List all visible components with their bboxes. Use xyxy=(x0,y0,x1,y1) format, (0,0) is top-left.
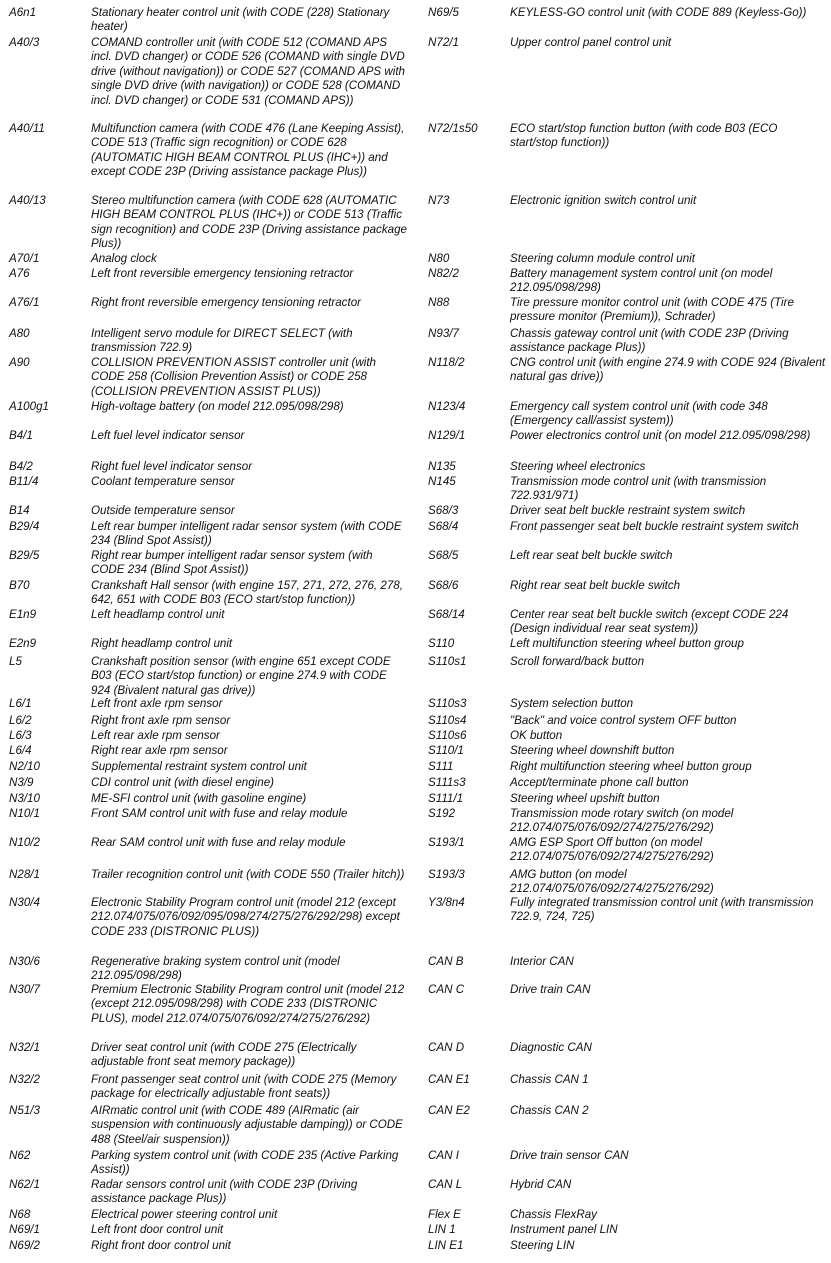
component-code: A40/13 xyxy=(9,194,46,207)
component-code: N62 xyxy=(9,1149,31,1162)
component-code: N3/9 xyxy=(9,776,34,789)
component-description: System selection button xyxy=(510,697,634,710)
component-code: A80 xyxy=(9,327,30,340)
component-description: CNG control unit (with engine 274.9 with CODE 924 (Bivalent natural gas drive)) xyxy=(510,356,826,384)
component-description: Steering wheel upshift button xyxy=(510,792,660,805)
component-code: E2n9 xyxy=(9,637,37,650)
component-code: N30/6 xyxy=(9,955,40,968)
component-description: Battery management system control unit (on model 212.095/098/298) xyxy=(510,267,773,295)
component-code: S110s6 xyxy=(428,729,467,742)
component-code: N73 xyxy=(428,194,450,207)
component-code: CAN L xyxy=(428,1178,463,1191)
component-code: N69/2 xyxy=(9,1239,40,1252)
component-code: A40/11 xyxy=(9,122,45,135)
component-code: N93/7 xyxy=(428,327,459,340)
component-code: N28/1 xyxy=(9,868,40,881)
component-description: Emergency call system control unit (with code 348 (Emergency call/assist system)) xyxy=(510,400,768,428)
component-description: Steering wheel electronics xyxy=(510,460,646,473)
component-code: L6/2 xyxy=(9,714,32,727)
component-code: S110s1 xyxy=(428,655,467,668)
component-description: Right rear bumper intelligent radar sensor system (with CODE 234 (Blind Spot Assist)) xyxy=(91,549,373,577)
component-description: Steering column module control unit xyxy=(510,252,695,265)
component-code: N69/1 xyxy=(9,1223,40,1236)
component-description: Right front reversible emergency tensioning retractor xyxy=(91,296,362,309)
component-description: Rear SAM control unit with fuse and relay module xyxy=(91,836,346,849)
component-code: N30/7 xyxy=(9,983,40,996)
component-description: Front passenger seat control unit (with CODE 275 (Memory package for electrically adjustable front seats)) xyxy=(91,1073,397,1101)
component-description: Electrical power steering control unit xyxy=(91,1208,278,1221)
component-description: AMG button (on model 212.074/075/076/092/274/275/276/292) xyxy=(510,868,714,896)
component-description: Front passenger seat belt buckle restraint system switch xyxy=(510,520,799,533)
component-code: CAN D xyxy=(428,1041,465,1054)
component-description: KEYLESS-GO control unit (with CODE 889 (Keyless-Go)) xyxy=(510,6,807,19)
component-description: Intelligent servo module for DIRECT SELECT (with transmission 722.9) xyxy=(91,327,353,355)
component-description: Chassis gateway control unit (with CODE 23P (Driving assistance package Plus)) xyxy=(510,327,789,355)
component-description: Stationary heater control unit (with CODE (228) Stationary heater) xyxy=(91,6,390,34)
component-description: COLLISION PREVENTION ASSIST controller unit (with CODE 258 (Collision Prevention Assist) or CODE 258 (COLLISION PREVENTION ASSIST PLUS)) xyxy=(91,356,376,398)
component-code: S68/4 xyxy=(428,520,459,533)
component-description: Power electronics control unit (on model 212.095/098/298) xyxy=(510,429,811,442)
component-code: N32/1 xyxy=(9,1041,40,1054)
component-code: A6n1 xyxy=(9,6,37,19)
component-description: Instrument panel LIN xyxy=(510,1223,618,1236)
component-code: A76 xyxy=(9,267,30,280)
component-code: N118/2 xyxy=(428,356,465,369)
component-code: A90 xyxy=(9,356,30,369)
component-description: Left fuel level indicator sensor xyxy=(91,429,245,442)
component-code: LIN E1 xyxy=(428,1239,464,1252)
component-code: CAN E2 xyxy=(428,1104,470,1117)
component-description: Transmission mode rotary switch (on model 212.074/075/076/092/274/275/276/292) xyxy=(510,807,734,835)
component-code: S68/14 xyxy=(428,608,465,621)
component-description: Right multifunction steering wheel button group xyxy=(510,760,752,773)
component-code: B14 xyxy=(9,504,30,517)
component-code: B29/5 xyxy=(9,549,40,562)
component-description: Left rear bumper intelligent radar sensor system (with CODE 234 (Blind Spot Assist)) xyxy=(91,520,402,548)
component-code: L5 xyxy=(9,655,22,668)
component-description: AIRmatic control unit (with CODE 489 (AIRmatic (air suspension with continuously adjustable damping)) or CODE 488 (Steel/air suspension)) xyxy=(91,1104,403,1146)
component-code: N82/2 xyxy=(428,267,459,280)
component-description: Left rear seat belt buckle switch xyxy=(510,549,673,562)
component-code: A40/3 xyxy=(9,36,40,49)
component-code: S111s3 xyxy=(428,776,466,789)
component-description: Left multifunction steering wheel button group xyxy=(510,637,744,650)
component-description: Driver seat belt buckle restraint system switch xyxy=(510,504,746,517)
component-description: Left front reversible emergency tensioning retractor xyxy=(91,267,354,280)
component-code: N80 xyxy=(428,252,450,265)
component-code: A100g1 xyxy=(9,400,49,413)
component-description: Transmission mode control unit (with transmission 722.931/971) xyxy=(510,475,767,503)
component-description: Stereo multifunction camera (with CODE 628 (AUTOMATIC HIGH BEAM CONTROL PLUS (IHC+)) or CODE 513 (Traffic sign recognition) and CODE 23P (Driving assistance package Plus)) xyxy=(91,194,407,251)
component-description: Right front door control unit xyxy=(91,1239,231,1252)
component-code: CAN B xyxy=(428,955,464,968)
component-description: Right rear axle rpm sensor xyxy=(91,744,228,757)
component-code: S110s4 xyxy=(428,714,467,727)
component-code: N129/1 xyxy=(428,429,466,442)
component-code: B11/4 xyxy=(9,475,39,488)
component-code: B4/1 xyxy=(9,429,33,442)
component-code: Y3/8n4 xyxy=(428,896,465,909)
component-code: N88 xyxy=(428,296,450,309)
component-description: Accept/terminate phone call button xyxy=(510,776,689,789)
component-code: B29/4 xyxy=(9,520,40,533)
component-code: N30/4 xyxy=(9,896,40,909)
component-code: N69/5 xyxy=(428,6,459,19)
component-code: S192 xyxy=(428,807,456,820)
component-description: Interior CAN xyxy=(510,955,574,968)
component-code: Flex E xyxy=(428,1208,461,1221)
component-description: Left front door control unit xyxy=(91,1223,224,1236)
component-description: Regenerative braking system control unit (model 212.095/098/298) xyxy=(91,955,340,983)
component-description: COMAND controller unit (with CODE 512 (COMAND APS incl. DVD changer) or CODE 526 (COMAND with single DVD drive (without navigation)) or CODE 527 (COMAND APS with single DVD drive (with navigation)) or CODE 528 (COMAND incl. DVD changer) or CODE 531 (COMAND APS)) xyxy=(91,36,405,107)
component-code: LIN 1 xyxy=(428,1223,456,1236)
component-description: Right fuel level indicator sensor xyxy=(91,460,253,473)
component-description: Drive train sensor CAN xyxy=(510,1149,629,1162)
component-code: S68/6 xyxy=(428,579,459,592)
component-description: Crankshaft Hall sensor (with engine 157, 271, 272, 276, 278, 642, 651 with CODE B03 (ECO start/stop function)) xyxy=(91,579,403,607)
component-description: Supplemental restraint system control unit xyxy=(91,760,307,773)
component-description: Fully integrated transmission control unit (with transmission 722.9, 724, 725) xyxy=(510,896,814,924)
component-description: Premium Electronic Stability Program control unit (model 212 (except 212.095/098/298) with CODE 233 (DISTRONIC PLUS), model 212.074/075/076/092/274/275/276/292) xyxy=(91,983,405,1025)
component-description: Front SAM control unit with fuse and relay module xyxy=(91,807,348,820)
component-code: B4/2 xyxy=(9,460,33,473)
component-code: A76/1 xyxy=(9,296,40,309)
component-code: L6/4 xyxy=(9,744,32,757)
component-description: ME-SFI control unit (with gasoline engine) xyxy=(91,792,307,805)
component-code: S110s3 xyxy=(428,697,467,710)
component-code: N51/3 xyxy=(9,1104,40,1117)
component-description: Electronic ignition switch control unit xyxy=(510,194,697,207)
component-description: Steering LIN xyxy=(510,1239,575,1252)
component-description: CDI control unit (with diesel engine) xyxy=(91,776,275,789)
component-code: N2/10 xyxy=(9,760,40,773)
component-description: Drive train CAN xyxy=(510,983,591,996)
component-description: Radar sensors control unit (with CODE 23P (Driving assistance package Plus)) xyxy=(91,1178,358,1206)
component-description: Tire pressure monitor control unit (with CODE 475 (Tire pressure monitor (Premium)), Schrader) xyxy=(510,296,794,324)
component-code: S110/1 xyxy=(428,744,464,757)
component-description: Parking system control unit (with CODE 235 (Active Parking Assist)) xyxy=(91,1149,399,1177)
component-code: A70/1 xyxy=(9,252,40,265)
component-description: AMG ESP Sport Off button (on model 212.074/075/076/092/274/275/276/292) xyxy=(510,836,714,864)
component-code: CAN I xyxy=(428,1149,459,1162)
component-description: ECO start/stop function button (with code B03 (ECO start/stop function)) xyxy=(510,122,778,150)
component-code: N32/2 xyxy=(9,1073,40,1086)
component-code: CAN E1 xyxy=(428,1073,470,1086)
component-description: Chassis CAN 1 xyxy=(510,1073,589,1086)
component-code: S193/3 xyxy=(428,868,465,881)
component-code: N72/1 xyxy=(428,36,459,49)
component-code: S111 xyxy=(428,760,454,773)
component-code: S193/1 xyxy=(428,836,465,849)
component-code: B70 xyxy=(9,579,30,592)
component-code: N135 xyxy=(428,460,456,473)
component-description: Chassis FlexRay xyxy=(510,1208,597,1221)
component-description: OK button xyxy=(510,729,563,742)
component-code: CAN C xyxy=(428,983,465,996)
component-code: N10/2 xyxy=(9,836,40,849)
component-description: Multifunction camera (with CODE 476 (Lane Keeping Assist), CODE 513 (Traffic sign recognition) or CODE 628 (AUTOMATIC HIGH BEAM CONTROL PLUS (IHC+)) and except CODE 23P (Driving assistance package Plus)) xyxy=(91,122,405,179)
component-description: Chassis CAN 2 xyxy=(510,1104,589,1117)
component-code: E1n9 xyxy=(9,608,37,621)
component-description: Left headlamp control unit xyxy=(91,608,225,621)
component-description: Upper control panel control unit xyxy=(510,36,672,49)
component-description: Trailer recognition control unit (with CODE 550 (Trailer hitch)) xyxy=(91,868,405,881)
component-code: L6/1 xyxy=(9,697,32,710)
component-description: "Back" and voice control system OFF button xyxy=(510,714,737,727)
component-code: L6/3 xyxy=(9,729,32,742)
component-code: N72/1s50 xyxy=(428,122,478,135)
component-description: Coolant temperature sensor xyxy=(91,475,235,488)
component-description: Center rear seat belt buckle switch (except CODE 224 (Design individual rear seat system)) xyxy=(510,608,789,636)
component-code: N3/10 xyxy=(9,792,40,805)
component-description: Scroll forward/back button xyxy=(510,655,645,668)
component-description: Right rear seat belt buckle switch xyxy=(510,579,681,592)
component-description: Right front axle rpm sensor xyxy=(91,714,231,727)
component-code: N145 xyxy=(428,475,456,488)
component-description: Right headlamp control unit xyxy=(91,637,233,650)
component-code: S68/3 xyxy=(428,504,459,517)
component-description: Outside temperature sensor xyxy=(91,504,235,517)
component-code: N62/1 xyxy=(9,1178,40,1191)
component-description: Left front axle rpm sensor xyxy=(91,697,223,710)
component-description: Driver seat control unit (with CODE 275 (Electrically adjustable front seat memory package)) xyxy=(91,1041,357,1069)
component-description: Hybrid CAN xyxy=(510,1178,572,1191)
component-code: N10/1 xyxy=(9,807,40,820)
component-code: N68 xyxy=(9,1208,31,1221)
component-description: Steering wheel downshift button xyxy=(510,744,675,757)
component-description: High-voltage battery (on model 212.095/098/298) xyxy=(91,400,344,413)
component-code: N123/4 xyxy=(428,400,466,413)
component-description: Diagnostic CAN xyxy=(510,1041,592,1054)
component-description: Analog clock xyxy=(91,252,157,265)
component-description: Crankshaft position sensor (with engine 651 except CODE B03 (ECO start/stop function) or engine 274.9 with CODE 924 (Bivalent natural gas drive)) xyxy=(91,655,391,697)
component-description: Electronic Stability Program control unit (model 212 (except 212.074/075/076/092/095/098/274/275/276/292/298) except CODE 233 (DISTRONIC PLUS)) xyxy=(91,896,400,938)
component-code: S110 xyxy=(428,637,455,650)
component-code: S111/1 xyxy=(428,792,464,805)
component-description: Left rear axle rpm sensor xyxy=(91,729,220,742)
component-code: S68/5 xyxy=(428,549,459,562)
